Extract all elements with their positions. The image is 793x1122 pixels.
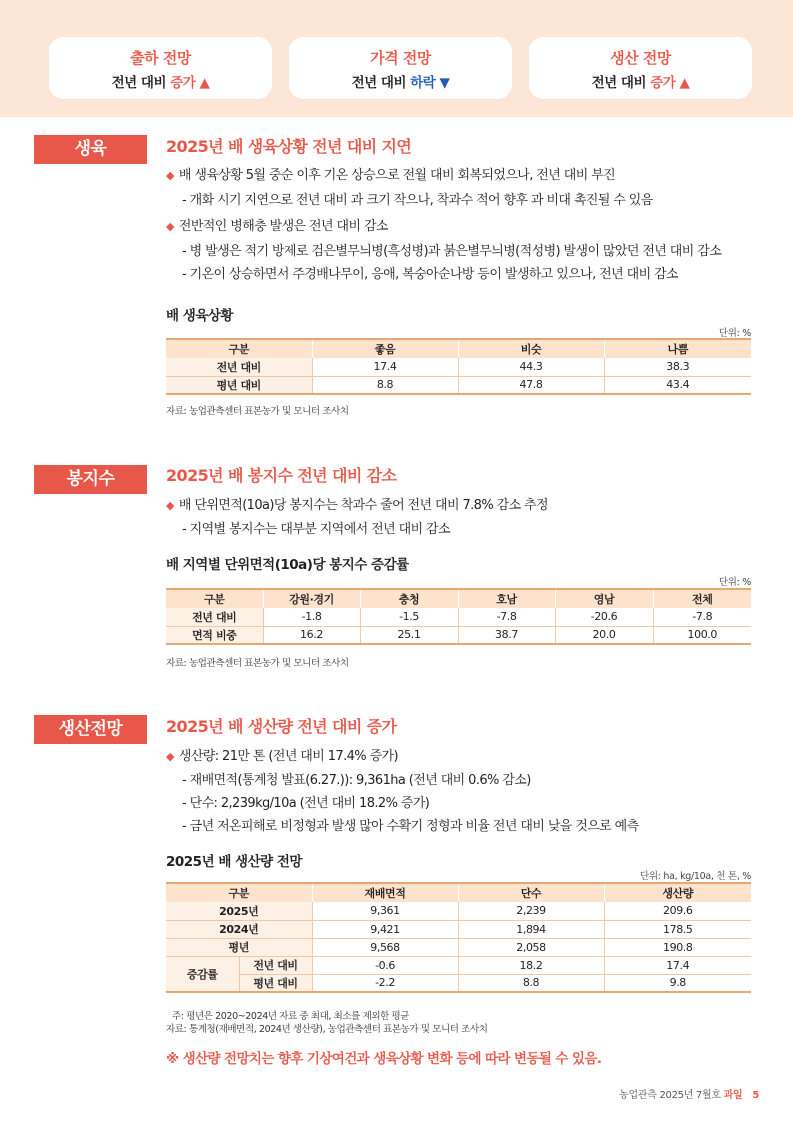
card-status: 전년 대비 증가 ▲ <box>111 75 210 91</box>
bullet: ◆ 배 생육상황 5월 중순 이후 기온 상승으로 전월 대비 회복되었으나, 전년 대비 부진 <box>166 168 616 183</box>
unit-label: 단위: % <box>718 328 751 339</box>
change-rate-label: 증감률 <box>166 956 239 992</box>
table-row: 전년 대비 -1.8 -1.5 -7.8 -20.6 -7.8 <box>166 608 751 626</box>
section-tag: 생산전망 <box>34 715 147 744</box>
card-status: 전년 대비 하락 ▼ <box>351 75 450 91</box>
page-number: 5 <box>752 1090 759 1101</box>
table-title: 2025년 배 생산량 전망 <box>166 854 302 870</box>
diamond-icon: ◆ <box>166 499 174 512</box>
production-table <box>166 882 751 993</box>
warning-note: ※ 생산량 전망치는 향후 기상여건과 생육상황 변화 등에 따라 변동될 수 있음. <box>166 1051 602 1067</box>
table-row: 2024년 9,421 1,894 178.5 <box>166 920 751 938</box>
sub-bullet: - 단수: 2,239kg/10a (전년 대비 18.2% 증가) <box>182 796 430 811</box>
price-outlook-card <box>289 37 512 99</box>
table-row: 전년 대비 17.4 44.3 38.3 <box>166 358 751 376</box>
sub-bullet: - 개화 시기 지연으로 전년 대비 과 크기 작으나, 착과수 적어 향후 과 비대 촉진될 수 있음 <box>182 193 653 208</box>
sub-bullet: - 금년 저온피해로 비정형과 발생 많아 수확기 정형과 비율 전년 대비 낮을 것으로 예측 <box>182 819 639 834</box>
diamond-icon: ◆ <box>166 169 174 182</box>
bullet: ◆ 생산량: 21만 톤 (전년 대비 17.4% 증가) <box>166 749 398 764</box>
sub-bullet: - 기온이 상승하면서 주경배나무이, 응애, 복숭아순나방 등이 발생하고 있으나, 전년 대비 감소 <box>182 267 678 282</box>
card-title: 출하 전망 <box>130 49 191 67</box>
status-down: 하락 ▼ <box>410 75 450 91</box>
sub-bullet: - 재배면적(통계청 발표(6.27.)): 9,361ha (전년 대비 0.6% 감소) <box>182 773 531 788</box>
shipment-outlook-card <box>49 37 272 99</box>
status-up: 증가 ▲ <box>170 75 210 91</box>
card-title: 가격 전망 <box>370 49 431 67</box>
table-row: 평년 대비 8.8 47.8 43.4 <box>166 376 751 394</box>
sub-bullet: - 병 발생은 적기 방제로 검은별무늬병(흑성병)과 붉은별무늬병(적성병) 발생이 많았던 전년 대비 감소 <box>182 244 722 259</box>
fruit-count-table <box>166 588 751 645</box>
section-tag: 봉지수 <box>34 465 147 494</box>
section-tag: 생육 <box>34 135 147 164</box>
growth-table <box>166 338 751 395</box>
table-row: 증감률 전년 대비 -0.6 18.2 17.4 <box>166 956 751 974</box>
unit-label: 단위: % <box>718 577 751 588</box>
section-title: 2025년 배 봉지수 전년 대비 감소 <box>166 466 397 485</box>
section-title: 2025년 배 생육상황 전년 대비 지연 <box>166 137 412 156</box>
production-outlook-card <box>529 37 752 99</box>
table-header-row: 구분 강원·경기 충청 호남 영남 전체 <box>166 589 751 608</box>
table-row: 2025년 9,361 2,239 209.6 <box>166 902 751 920</box>
table-header-row: 구분 재배면적 단수 생산량 <box>166 883 751 902</box>
bullet: ◆ 전반적인 병해충 발생은 전년 대비 감소 <box>166 219 388 234</box>
table-row: 면적 비중 16.2 25.1 38.7 20.0 100.0 <box>166 626 751 644</box>
source-note: 자료: 농업관측센터 표본농가 및 모니터 조사치 <box>166 658 349 669</box>
diamond-icon: ◆ <box>166 220 174 233</box>
card-title: 생산 전망 <box>610 49 671 67</box>
diamond-icon: ◆ <box>166 750 174 763</box>
status-up: 증가 ▲ <box>650 75 690 91</box>
source-note: 자료: 농업관측센터 표본농가 및 모니터 조사치 <box>166 406 349 417</box>
bullet: ◆ 배 단위면적(10a)당 봉지수는 착과수 줄어 전년 대비 7.8% 감소 추정 <box>166 498 548 513</box>
sub-bullet: - 지역별 봉지수는 대부분 지역에서 전년 대비 감소 <box>182 522 450 537</box>
unit-label: 단위: ha, kg/10a, 천 톤, % <box>640 871 751 882</box>
card-status: 전년 대비 증가 ▲ <box>591 75 690 91</box>
table-row: 평년 9,568 2,058 190.8 <box>166 938 751 956</box>
footer-section: 과일 <box>723 1090 743 1101</box>
table-footnote: 주: 평년은 2020~2024년 자료 중 최대, 최소를 제외한 평균 <box>172 1011 410 1022</box>
table-title: 배 생육상황 <box>166 308 233 324</box>
page-footer: 농업관측 2025년 7월호 과일 5 <box>619 1090 759 1101</box>
summary-band <box>0 0 793 117</box>
section-title: 2025년 배 생산량 전년 대비 증가 <box>166 717 397 736</box>
table-header-row: 구분 좋음 비슷 나쁨 <box>166 339 751 358</box>
table-row: 평년 대비 -2.2 8.8 9.8 <box>166 974 751 992</box>
table-title: 배 지역별 단위면적(10a)당 봉지수 증감률 <box>166 557 409 573</box>
source-note: 자료: 통계청(재배면적, 2024년 생산량), 농업관측센터 표본농가 및 모니터 조사치 <box>166 1024 488 1035</box>
